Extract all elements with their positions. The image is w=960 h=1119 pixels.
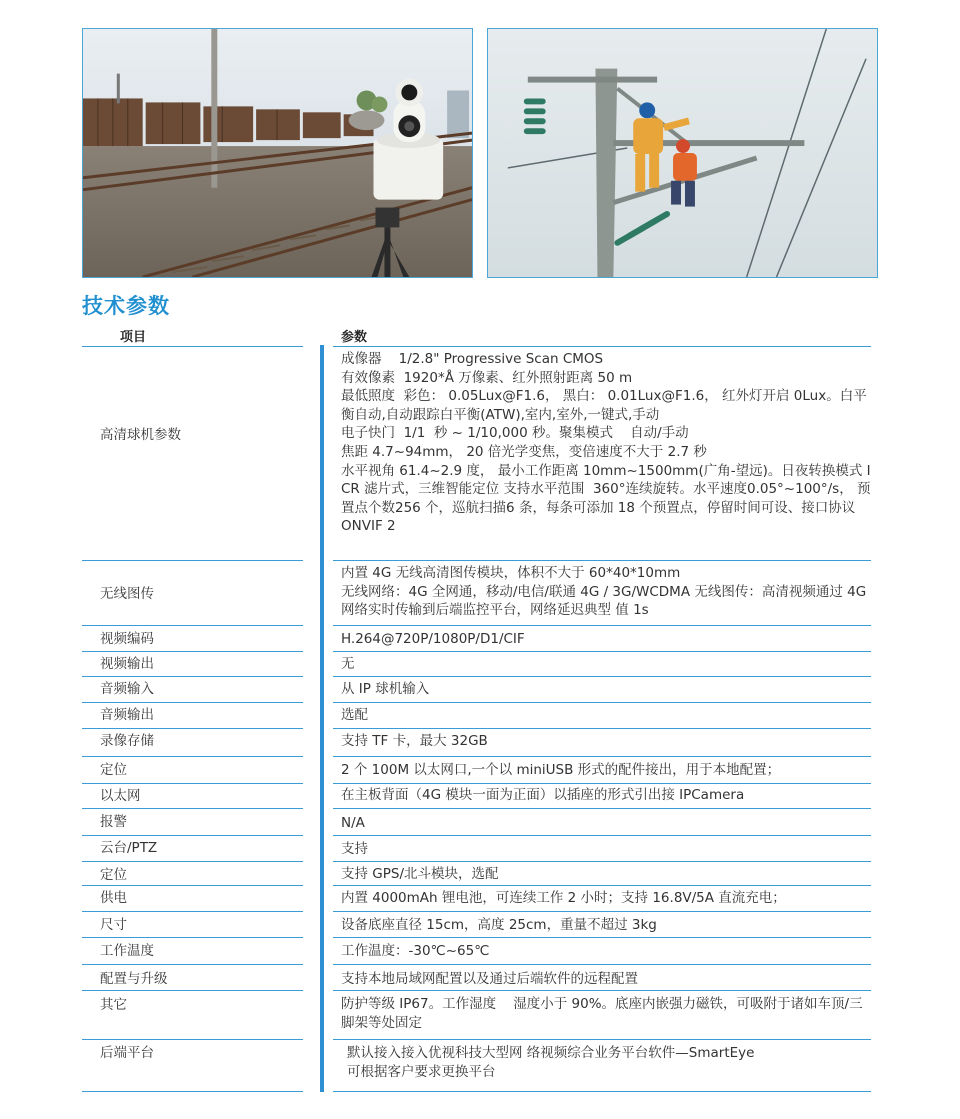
- row-value-size: 设备底座直径 15cm，高度 25cm，重量不超过 3kg: [341, 917, 657, 933]
- row-value-positioning: 2 个 100M 以太网口,一个以 miniUSB 形式的配件接出，用于本地配置；: [341, 762, 781, 778]
- row-divider: [333, 990, 871, 991]
- row-label-recording-storage: 录像存储: [100, 733, 154, 749]
- railway-camera-photo: [82, 28, 473, 278]
- row-divider: [333, 885, 871, 886]
- row-divider: [82, 625, 303, 626]
- row-value-gps: 支持 GPS/北斗模块，选配: [341, 866, 499, 882]
- row-divider: [82, 964, 303, 965]
- section-title: 技术参数: [82, 294, 170, 318]
- row-value-wireless-transmission: 内置 4G 无线高清图传模块，体积不大于 60*40*10mm 无线网络：4G 全网通，移动/电信/联通 4G / 3G/WCDMA 无线图传：高清视频通过 4G 网络实时传输到后端监控平台，网络延迟典型 值 1s: [341, 565, 867, 619]
- row-label-gps: 定位: [100, 867, 127, 883]
- row-value-backend-platform: 默认接入接入优视科技大型网 络视频综合业务平台软件—SmartEye 可根据客户要求更换平台: [347, 1045, 755, 1080]
- row-divider: [82, 702, 303, 703]
- row-divider: [333, 756, 871, 757]
- row-value-operating-temp: 工作温度：-30℃~65℃: [341, 943, 490, 959]
- row-divider: [333, 346, 871, 347]
- row-value-hd-dome-params: 成像器 1/2.8" Progressive Scan CMOS 有效像素 1920*Å 万像素、红外照射距离 50 m 最低照度 彩色： 0.05Lux@F1.6， 黑白： 0.01Lux@F1.6， 红外灯开启 0Lux。白平衡自动,自动跟踪白平衡(ATW),室内,室外,一键式,手动 电子快门 1/1 秒 ~ 1/10,000 秒。聚集模式 自动/手动 焦距 4.7~94mm， 20 倍光学变焦，变倍速度不大于 2.7 秒 水平视角 61.4~2.9 度， 最小工作距离 10mm~1500mm(广角-望远)。日夜转换模式 ICR 滤片式，三维智能定位 支持水平范围 360°连续旋转。水平速度0.05°~100°/s， 预置点个数256 个，巡航扫描6 条，每条可添加 18 个预置点，停留时间可设、接口协议 ONVIF 2: [341, 351, 871, 535]
- row-label-positioning: 定位: [100, 762, 127, 778]
- row-divider: [333, 937, 871, 938]
- row-label-power: 供电: [100, 890, 127, 906]
- row-divider: [333, 835, 871, 836]
- row-label-audio-input: 音频输入: [100, 681, 154, 697]
- row-label-alarm: 报警: [100, 814, 127, 830]
- row-label-video-output: 视频输出: [100, 656, 154, 672]
- row-divider: [333, 911, 871, 912]
- row-divider: [82, 1091, 303, 1092]
- row-divider: [82, 835, 303, 836]
- row-label-operating-temp: 工作温度: [100, 943, 154, 959]
- power-line-workers-photo: [487, 28, 878, 278]
- row-label-hd-dome-params: 高清球机参数: [100, 427, 181, 443]
- row-divider: [333, 1091, 871, 1092]
- row-label-backend-platform: 后端平台: [100, 1045, 154, 1061]
- row-divider: [82, 911, 303, 912]
- column-header-param: 参数: [341, 330, 368, 345]
- row-value-ptz: 支持: [341, 841, 368, 857]
- row-divider: [333, 728, 871, 729]
- row-divider: [82, 885, 303, 886]
- row-value-video-encoding: H.264@720P/1080P/D1/CIF: [341, 631, 525, 647]
- row-label-audio-output: 音频输出: [100, 707, 154, 723]
- row-divider: [82, 756, 303, 757]
- row-divider: [333, 651, 871, 652]
- row-label-ptz: 云台/PTZ: [100, 840, 158, 856]
- row-value-power: 内置 4000mAh 锂电池，可连续工作 2 小时；支持 16.8V/5A 直流充电；: [341, 890, 786, 906]
- row-label-wireless-transmission: 无线图传: [100, 586, 154, 602]
- row-divider: [333, 808, 871, 809]
- row-value-audio-output: 选配: [341, 707, 368, 723]
- row-value-audio-input: 从 IP 球机输入: [341, 681, 430, 697]
- row-label-size: 尺寸: [100, 917, 127, 933]
- row-divider: [82, 937, 303, 938]
- row-divider: [333, 676, 871, 677]
- row-value-ethernet: 在主板背面（4G 模块一面为正面）以插座的形式引出接 IPCamera: [341, 787, 745, 803]
- row-divider: [333, 625, 871, 626]
- row-divider: [82, 1039, 303, 1040]
- row-label-ethernet: 以太网: [100, 788, 141, 804]
- row-value-other: 防护等级 IP67。工作湿度 湿度小于 90%。底座内嵌强力磁铁，可吸附于诸如车顶/三脚架等处固定: [341, 996, 863, 1031]
- row-label-video-encoding: 视频编码: [100, 631, 154, 647]
- row-divider: [82, 651, 303, 652]
- row-divider: [82, 560, 303, 561]
- row-label-config-upgrade: 配置与升级: [100, 971, 168, 987]
- row-divider: [82, 346, 303, 347]
- row-value-video-output: 无: [341, 656, 355, 672]
- row-divider: [333, 560, 871, 561]
- column-header-item: 项目: [120, 330, 147, 345]
- vertical-accent-bar: [320, 345, 324, 1092]
- row-divider: [82, 728, 303, 729]
- row-divider: [333, 861, 871, 862]
- row-divider: [82, 861, 303, 862]
- row-divider: [333, 964, 871, 965]
- row-divider: [333, 1039, 871, 1040]
- row-divider: [82, 808, 303, 809]
- row-divider: [82, 676, 303, 677]
- row-value-alarm: N/A: [341, 815, 365, 831]
- row-divider: [82, 783, 303, 784]
- row-label-other: 其它: [100, 997, 127, 1013]
- row-value-config-upgrade: 支持本地局域网配置以及通过后端软件的远程配置: [341, 971, 638, 987]
- row-divider: [333, 702, 871, 703]
- row-divider: [333, 783, 871, 784]
- row-value-recording-storage: 支持 TF 卡，最大 32GB: [341, 733, 488, 749]
- row-divider: [82, 990, 303, 991]
